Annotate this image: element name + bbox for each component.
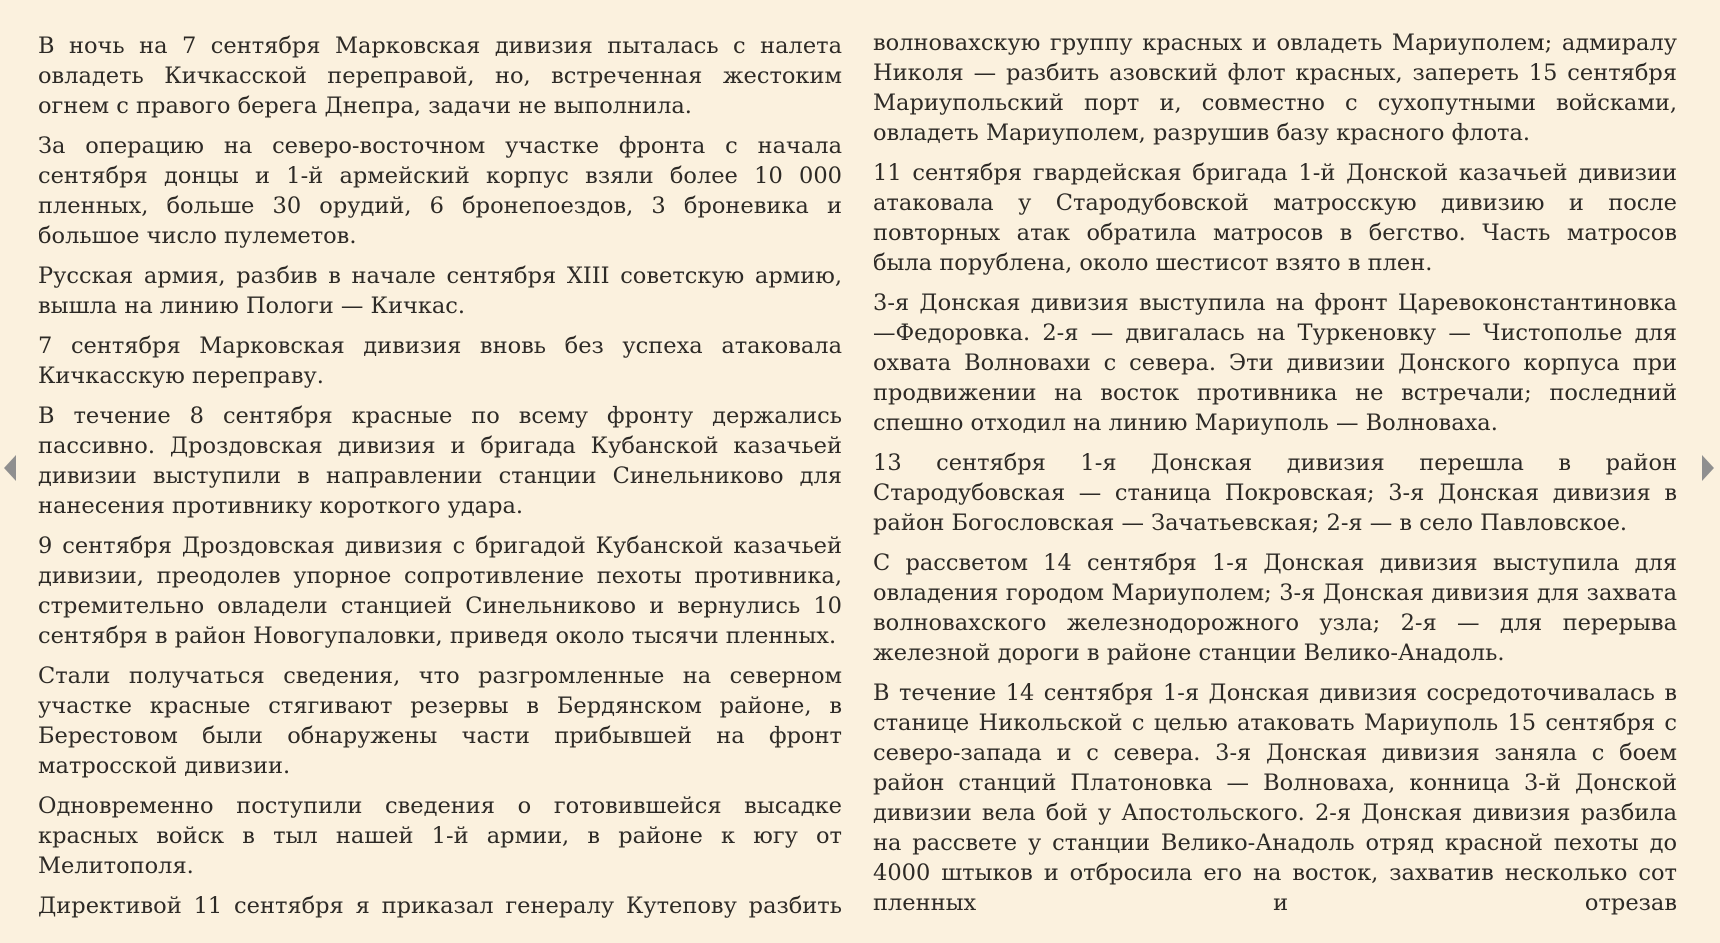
paragraph: За операцию на северо-восточном участке фронта с начала сентября донцы и 1-й армейский корпус взяли более 10 000 пленных, больше 30 орудий, 6 бронепоездов, 3 броневика и большое число пулеметов. [38,133,842,249]
paragraph: 11 сентября гвардейская бригада 1-й Донской казачьей дивизии атаковала у Стародубовской матросскую дивизию и после повторных атак обратила матросов в бегство. Часть матросов была порублена, около шестисот взято в плен. [873,160,1677,276]
paragraph: В течение 14 сентября 1-я Донская дивизия сосредоточивалась в станице Никольской с целью атаковать Мариуполь 15 сентября с северо-запада и с севера. 3-я Донская дивизия заняла с боем район станций Платоновка — Волноваха, конница 3-й Донской дивизии вела бой у Апостольского. 2-я Донская дивизия разбила на рассвете у станции Велико-Анадоль отряд красной пехоты до 4000 штыков и отбросила его на восток, захватив несколько сот пленных и отрезав [873,680,1677,916]
paragraph: В течение 8 сентября красные по всему фронту держались пассивно. Дроздовская дивизия и бригада Кубанской казачьей дивизии выступили в направлении станции Синельниково для нанесения противнику короткого удара. [38,403,842,519]
paragraph: В ночь на 7 сентября Марковская дивизия пыталась с налета овладеть Кичкасской переправой, но, встреченная жестоким огнем с правого берега Днепра, задачи не выполнила. [38,33,842,119]
paragraph: 3-я Донская дивизия выступила на фронт Царевоконстантиновка—Федоровка. 2-я — двигалась на Туркеновку — Чистополье для охвата Волновахи с севера. Эти дивизии Донского корпуса при продвижении на восток противника не встречали; последний спешно отходил на линию Мариуполь — Волноваха. [873,290,1677,436]
paragraph: Стали получаться сведения, что разгромленные на северном участке красные стягивают резервы в Бердянском районе, в Берестовом были обнаружены части прибывшей на фронт матросской дивизии. [38,663,842,779]
paragraph: волновахскую группу красных и овладеть Мариуполем; адмиралу Николя — разбить азовский флот красных, запереть 15 сентября Мариупольский порт и, совместно с сухопутными войсками, овладеть Мариуполем, разрушив базу красного флота. [873,30,1677,146]
page-left-column [38,31,842,931]
paragraph: 9 сентября Дроздовская дивизия с бригадой Кубанской казачьей дивизии, преодолев упорное сопротивление пехоты противника, стремительно овладели станцией Синельниково и вернулись 10 сентября в район Новогупаловки, приведя около тысячи пленных. [38,533,842,649]
triangle-right-icon[interactable] [1702,455,1714,481]
paragraph: 13 сентября 1-я Донская дивизия перешла в район Стародубовская — станица Покровская; 3-я Донская дивизия в район Богословская — Зачатьевская; 2-я — в село Павловское. [873,450,1677,536]
paragraph: С рассветом 14 сентября 1-я Донская дивизия выступила для овладения городом Мариуполем; 3-я Донская дивизия для захвата волновахского железнодорожного узла; 2-я — для перерыва железной дороги в районе станции Велико-Анадоль. [873,550,1677,666]
paragraph: Директивой 11 сентября я приказал генералу Кутепову разбить [38,893,842,919]
paragraph: Одновременно поступили сведения о готовившейся высадке красных войск в тыл нашей 1-й армии, в районе к югу от Мелитополя. [38,793,842,879]
paragraph: 7 сентября Марковская дивизия вновь без успеха атаковала Кичкасскую переправу. [38,333,842,389]
page-right-column [873,28,1677,928]
triangle-left-icon[interactable] [4,455,16,481]
paragraph: Русская армия, разбив в начале сентября XIII советскую армию, вышла на линию Пологи — Кичкас. [38,263,842,319]
